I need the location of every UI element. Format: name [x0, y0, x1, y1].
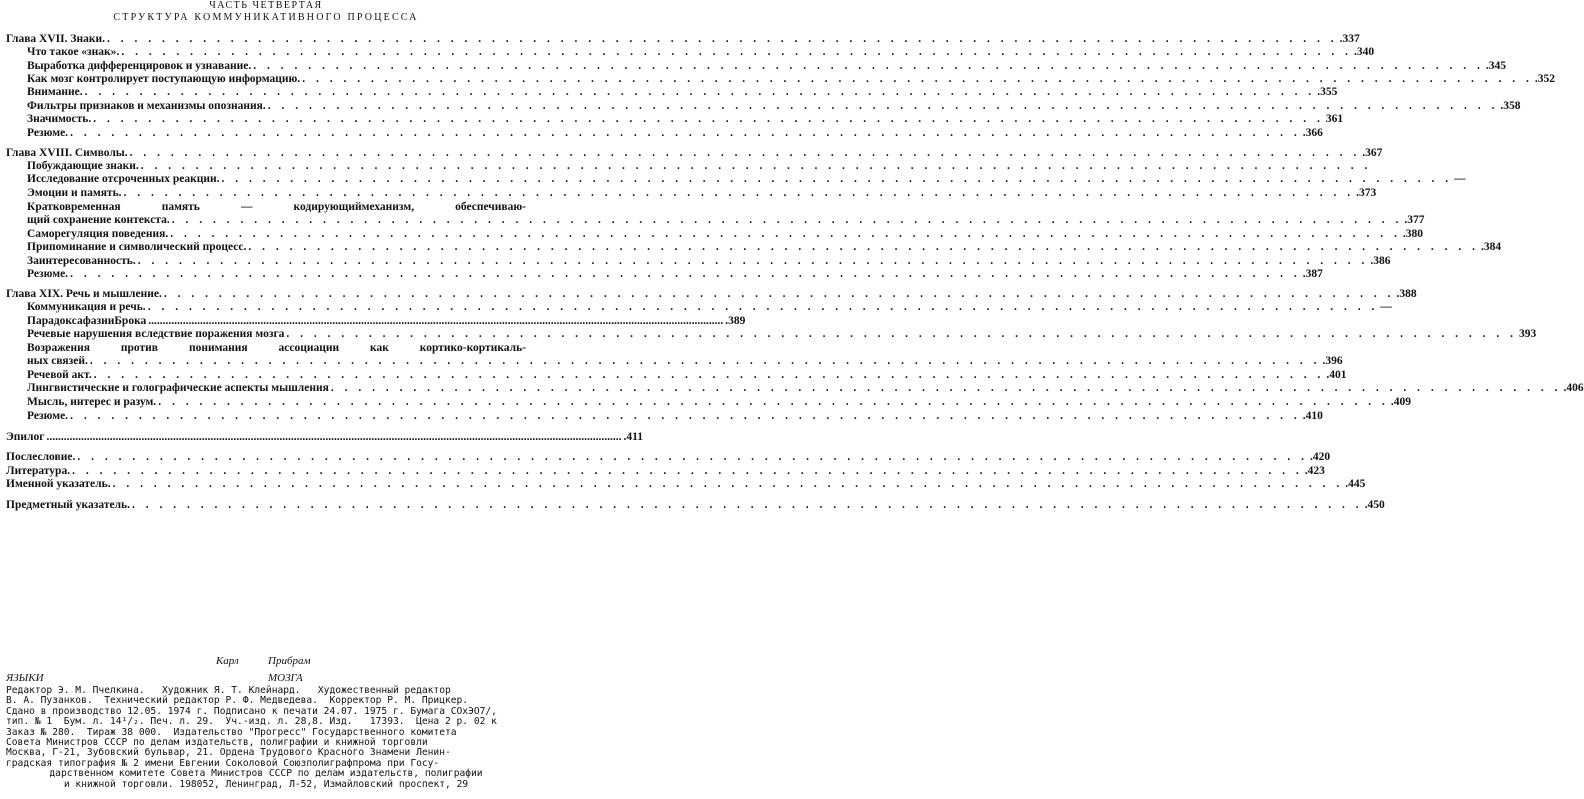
book-title-word-2: МОЗГА	[268, 672, 303, 684]
toc-page-number: .406	[1563, 382, 1584, 394]
toc-entry	[27, 173, 1466, 186]
toc-entry	[27, 268, 1323, 281]
toc-entry	[27, 73, 1555, 86]
toc-entry-title: Внимание.	[27, 86, 83, 98]
leader-dots: . . . . . . . . . . . . . . . . . . . . . . . . . . . . . . . . . . . . . . . . . . . . . . . . . . . . . . . . . . . . . . . . . . . . . . . . . . . . . . . . . . . . . . . . . .	[77, 451, 1308, 463]
toc-entry	[27, 328, 1537, 341]
toc-entry-title: Резюме.	[27, 127, 69, 139]
leader-dots: . . . . . . . . . . . . . . . . . . . . . . . . . . . . . . . . . . . . . . . . . . . . . . . . . . . . . . . . . . . . . . . . . . . . . . . . . . . . . . . . . . . . . . . . . .	[106, 33, 1338, 45]
toc-entry-title: Фильтры признаков и механизмы опознания.	[27, 100, 266, 112]
author-first-name: Карл	[216, 655, 239, 667]
toc-entry-title: Резюме.	[27, 268, 69, 280]
toc-entry-title: ПарадоксафазииБрока	[27, 315, 147, 327]
imprint-line: В. А. Пузанков. Технический редактор Р. Ф. Медведева. Корректор Р. М. Прицкер.	[6, 695, 469, 707]
leader-dots: . . . . . . . . . . . . . . . . . . . . . . . . . . . . . . . . . . . . . . . . . . . . . . . . . . . . . . . . . . . . . . . . . . . . . . . . . . . . . . . . . . . . . . . . . .	[302, 73, 1533, 85]
toc-entry	[27, 255, 1391, 268]
toc-entry-title: Побуждающие знаки.	[27, 160, 139, 172]
leader-dots: ........................................................................................................................................................................................................	[46, 431, 622, 443]
leader-dots: . . . . . . . . . . . . . . . . . . . . . . . . . . . . . . . . . . . . . . . . . . . . . . . . . . . . . . . . . . . . . . . . . . . . . . . . . . . . . . . . . . . . . . . . . .	[129, 147, 1361, 159]
leader-dots: . . . . . . . . . . . . . . . . . . . . . . . . . . . . . . . . . . . . . . . . . . . . . . . . . . . . . . . . . . . . . . . . . . . . . . . . . . . . . . . . . . . . . . . . . .	[171, 214, 1403, 226]
leader-dots: . . . . . . . . . . . . . . . . . . . . . . . . . . . . . . . . . . . . . . . . . . . . . . . . . . . . . . . . . . . . . . . . . . . . . . . . . . . . . . . . . . . . . . . . . .	[93, 113, 1324, 125]
toc-page-number: .367	[1362, 147, 1383, 159]
toc-entry-title: Выработка дифференцировок и узнавание.	[27, 60, 252, 72]
toc-chapter	[6, 465, 1325, 478]
toc-entry-title: Предметный указатель.	[6, 499, 130, 511]
toc-entry-title: Глава XIX. Речь и мышление.	[6, 288, 162, 300]
toc-entry	[27, 410, 1323, 423]
leader-dots: . . . . . . . . . . . . . . . . . . . . . . . . . . . . . . . . . . . . . . . . . . . . . . . . . . . . . . . . . . . . . . . . . . . . . . . . . . . . . . . . . . . . . . . . . .	[84, 86, 1316, 98]
toc-chapter	[6, 499, 1385, 512]
toc-page-number: .387	[1302, 268, 1323, 280]
toc-entry-title: Эмоции и память.	[27, 187, 122, 199]
toc-page-number: —	[1380, 301, 1392, 313]
toc-page-number: .401	[1326, 369, 1347, 381]
leader-dots: . . . . . . . . . . . . . . . . . . . . . . . . . . . . . . . . . . . . . . . . . . . . . . . . . . . . . . . . . . . . . . . . . . . . . . . . . . . . . . . . . . . . . . . . . .	[330, 382, 1562, 394]
toc-page-number: .450	[1364, 499, 1385, 511]
leader-dots: . . . . . . . . . . . . . . . . . . . . . . . . . . . . . . . . . . . . . . . . . . . . . . . . . . . . . . . . . . . . . . . . . . . . . . . . . . . . . . . . . . . . . . . . . .	[286, 328, 1518, 340]
toc-entry-title: Эпилог	[6, 431, 45, 443]
leader-dots: . . . . . . . . . . . . . . . . . . . . . . . . . . . . . . . . . . . . . . . . . . . . . . . . . . . . . . . . . . . . . . . . . . . . . . . . . . . . . . . . . . . . . . . . . .	[267, 100, 1499, 112]
toc-page-number: .411	[623, 431, 643, 443]
toc-entry-title: Что такое «знак».	[27, 46, 120, 58]
toc-page-number: .340	[1353, 46, 1375, 58]
imprint-line: градская типография № 2 имени Евгении Соколовой Союзполиграфпрома при Госу-	[6, 757, 440, 769]
toc-chapter	[6, 147, 1383, 160]
leader-dots: . . . . . . . . . . . . . . . . . . . . . . . . . . . . . . . . . . . . . . . . . . . . . . . . . . . . . . . . . . . . . . . . . . . . . . . . . . . . . . . . . . . . . . . . . .	[137, 255, 1369, 267]
toc-chapter	[6, 451, 1331, 464]
leader-dots: . . . . . . . . . . . . . . . . . . . . . . . . . . . . . . . . . . . . . . . . . . . . . . . . . . . . . . . . . . . . . . . . . . . . . . . . . . . . . . . . . . . . . . . . . .	[70, 410, 1301, 422]
toc-entry-title: Резюме.	[27, 410, 69, 422]
imprint-line: и книжной торговли. 198052, Ленинград, Л-52, Измайловский проспект, 29	[63, 778, 469, 790]
toc-page-number: .423	[1304, 465, 1325, 477]
leader-dots: . . . . . . . . . . . . . . . . . . . . . . . . . . . . . . . . . . . . . . . . . . . . . . . . . . . . . . . . . . . . . . . . . . . . . . . . . . . . . . . . . . . . . . . . . .	[93, 369, 1325, 381]
part-title: СТРУКТУРА КОММУНИКАТИВНОГО ПРОЦЕССА	[113, 12, 419, 23]
imprint-line: Редактор Э. М. Пчелкина. Художник Я. Т. Клейнард. Художественный редактор	[6, 685, 451, 696]
toc-entry-title: Припоминание и символический процесс.	[27, 241, 247, 253]
toc-entry	[27, 228, 1423, 241]
toc-entry	[27, 187, 1377, 200]
toc-page-number: .355	[1317, 86, 1338, 98]
leader-dots: . . . . . . . . . . . . . . . . . . . . . . . . . . . . . . . . . . . . . . . . . . . . . . . . . . . . . . . . . . . . . . . . . . . . . . . . . . . . . . . . . . . . . . . . . .	[70, 268, 1301, 280]
leader-dots: . . . . . . . . . . . . . . . . . . . . . . . . . . . . . . . . . . . . . . . . . . . . . . . . . . . . . . . . . . . . . . . . . . . . . . . . . . . . . . . . . . . . . . . . . .	[72, 465, 1303, 477]
toc-entry	[27, 355, 1343, 368]
toc-page-number: .377	[1404, 214, 1425, 226]
toc-page-number: .388	[1396, 288, 1417, 300]
toc-page-number: .352	[1534, 73, 1555, 85]
toc-page-number: .366	[1302, 127, 1323, 139]
toc-entry-title: Саморегуляция поведения.	[27, 228, 169, 240]
leader-dots: . . . . . . . . . . . . . . . . . . . . . . . . . . . . . . . . . . . . . . . . . . . . . . . . . . . . . . . . . . . . . . . . . . . . . . . . . . . . . . . . . . . . . . . . . .	[121, 46, 1352, 58]
toc-entry	[27, 100, 1521, 113]
leader-dots: . . . . . . . . . . . . . . . . . . . . . . . . . . . . . . . . . . . . . . . . . . . . . . . . . . . . . . . . . . . . . . . . . . . . . . . . . . . . . . . . . . . . . . . . . .	[70, 127, 1301, 139]
imprint-line: Сдано в производство 12.05. 1974 г. Подписано к печати 24.07. 1975 г. Бумага СОхЭО7/,	[6, 705, 497, 717]
toc-chapter	[6, 478, 1366, 491]
toc-page-number: .358	[1500, 100, 1521, 112]
toc-page-number: .384	[1481, 241, 1502, 253]
book-title-word-1: ЯЗЫКИ	[6, 672, 44, 684]
toc-entry	[27, 301, 1392, 314]
toc-entry	[27, 382, 1584, 395]
toc-entry-title: Именной указатель.	[6, 478, 111, 490]
toc-page-number: .396	[1322, 355, 1343, 367]
toc-entry	[27, 86, 1338, 99]
leader-dots: . . . . . . . . . . . . . . . . . . . . . . . . . . . . . . . . . . . . . . . . . . . . . . . . . . . . . . . . . . . . . . . . . . . . . . . . . . . . . . . . . . . . . . . . . .	[147, 301, 1379, 313]
toc-entry-title: Речевые нарушения вследствие поражения мозга	[27, 328, 285, 340]
toc-entry-title: Речевой акт.	[27, 369, 92, 381]
toc-entry	[27, 315, 746, 328]
toc-entry-title: Кратковременная память — кодирующиймеханизм, обеспечиваю-	[27, 201, 526, 213]
toc-page-number: 361	[1325, 113, 1344, 125]
toc-entry-title: Послесловие.	[6, 451, 76, 463]
toc-entry	[27, 214, 1425, 227]
toc-entry	[27, 396, 1411, 409]
toc-page-number: .345	[1485, 60, 1506, 72]
toc-entry-continuation: ных связей.	[27, 355, 88, 367]
leader-dots: . . . . . . . . . . . . . . . . . . . . . . . . . . . . . . . . . . . . . . . . . . . . . . . . . . . . . . . . . . . . . . . . . . . . . . . . . . . . . . . . . . . . . . . . . .	[89, 355, 1321, 367]
leader-dots: . . . . . . . . . . . . . . . . . . . . . . . . . . . . . . . . . . . . . . . . . . . . . . . . . . . . . . . . . . . . . . . . . . . . . . . . . . . . . . . . . . . . . . . . . .	[132, 499, 1363, 511]
toc-entry	[27, 127, 1323, 140]
toc-entry-title: Значимость.	[27, 113, 92, 125]
leader-dots: . . . . . . . . . . . . . . . . . . . . . . . . . . . . . . . . . . . . . . . . . . . . . . . . . . . . . . . . . . . . . . . . . . . . . . . . . . . . . . . . . . . . . . . . . .	[123, 187, 1355, 199]
toc-page-number: .410	[1302, 410, 1323, 422]
toc-chapter	[6, 431, 643, 444]
toc-entry-title: Возражения против понимания ассоциации как кортико-кортикаль-	[27, 342, 526, 354]
imprint-line: Совета Министров СССР по делам издательств, полиграфии и книжной торговли	[6, 737, 428, 749]
toc-entry-continuation: щий сохранение контекста.	[27, 214, 170, 226]
toc-entry-title: Как мозг контролирует поступающую информацию.	[27, 73, 301, 85]
toc-entry	[27, 46, 1375, 59]
toc-entry	[27, 241, 1502, 254]
leader-dots: . . . . . . . . . . . . . . . . . . . . . . . . . . . . . . . . . . . . . . . . . . . . . . . . . . . . . . . . . . . . . . . . . . . . . . . . . . . . . . . . . . . . . . . . . .	[221, 173, 1453, 185]
toc-page-number: .389	[725, 315, 746, 327]
toc-entry	[27, 160, 1372, 173]
imprint-line: Заказ № 280. Тираж 38 000. Издательство "Прогресс" Государственного комитета	[6, 726, 457, 738]
toc-entry-title: Глава XVII. Знаки.	[6, 33, 105, 45]
toc-page-number: .337	[1339, 33, 1360, 45]
toc-page-number: .409	[1390, 396, 1411, 408]
leader-dots: . . . . . . . . . . . . . . . . . . . . . . . . . . . . . . . . . . . . . . . . . . . . . . . . . . . . . . . . . . . . . . . . . . . . . . . . . . . . . . . . . . . . . . . . . .	[170, 228, 1401, 240]
leader-dots: . . . . . . . . . . . . . . . . . . . . . . . . . . . . . . . . . . . . . . . . . . . . . . . . . . . . . . . . . . . . . . . . . . . . . . . . . . . . . . . . . . . . . . . . . .	[248, 241, 1480, 253]
toc-page-number: .386	[1370, 255, 1391, 267]
toc-entry-title: Заинтересованность.	[27, 255, 136, 267]
toc-page-number: .445	[1345, 478, 1366, 490]
toc-page-number: .373	[1356, 187, 1377, 199]
toc-chapter	[6, 288, 1417, 301]
toc-entry-title: Литература.	[6, 465, 71, 477]
toc-entry-title: Исследование отсроченных реакции.	[27, 173, 220, 185]
toc-page-number: 393	[1519, 328, 1537, 340]
imprint-line: тип. № 1 Бум. л. 14¹/₂. Печ. л. 29. Уч.-изд. л. 28,8. Изд. 17393. Цена 2 р. 02 к	[6, 716, 497, 728]
toc-entry-title: Мысль, интерес и разум.	[27, 396, 157, 408]
toc-entry-title: Глава XVIII. Символы.	[6, 147, 128, 159]
author-last-name: Прибрам	[268, 655, 311, 667]
leader-dots: . . . . . . . . . . . . . . . . . . . . . . . . . . . . . . . . . . . . . . . . . . . . . . . . . . . . . . . . . . . . . . . . . . . . . . . . . . . . . . . . . . . . . . . . . .	[140, 160, 1372, 172]
toc-entry-title: Лингвистические и голографические аспекты мышления	[27, 382, 329, 394]
toc-entry	[27, 60, 1506, 73]
part-heading: ЧАСТЬ ЧЕТВЕРТАЯ	[209, 0, 323, 11]
leader-dots: . . . . . . . . . . . . . . . . . . . . . . . . . . . . . . . . . . . . . . . . . . . . . . . . . . . . . . . . . . . . . . . . . . . . . . . . . . . . . . . . . . . . . . . . . .	[163, 288, 1395, 300]
toc-entry	[27, 369, 1347, 382]
leader-dots: ........................................................................................................................................................................................................	[148, 315, 724, 327]
leader-dots: . . . . . . . . . . . . . . . . . . . . . . . . . . . . . . . . . . . . . . . . . . . . . . . . . . . . . . . . . . . . . . . . . . . . . . . . . . . . . . . . . . . . . . . . . .	[253, 60, 1484, 72]
imprint-line: дарственном комитете Совета Министров СССР по делам издательств, полиграфии	[49, 768, 483, 780]
toc-page-number: .420	[1309, 451, 1331, 463]
leader-dots: . . . . . . . . . . . . . . . . . . . . . . . . . . . . . . . . . . . . . . . . . . . . . . . . . . . . . . . . . . . . . . . . . . . . . . . . . . . . . . . . . . . . . . . . . .	[112, 478, 1344, 490]
toc-entry-title: Коммуникация и речь.	[27, 301, 146, 313]
leader-dots: . . . . . . . . . . . . . . . . . . . . . . . . . . . . . . . . . . . . . . . . . . . . . . . . . . . . . . . . . . . . . . . . . . . . . . . . . . . . . . . . . . . . . . . . . .	[158, 396, 1389, 408]
toc-chapter	[6, 33, 1360, 46]
imprint-line: Москва, Г-21, Зубовский бульвар, 21. Ордена Трудового Красного Знамени Ленин-	[6, 747, 451, 759]
toc-entry	[27, 113, 1344, 126]
toc-page-number: —	[1454, 173, 1466, 185]
imprint-block	[6, 686, 526, 790]
toc-page-number: .380	[1402, 228, 1423, 240]
